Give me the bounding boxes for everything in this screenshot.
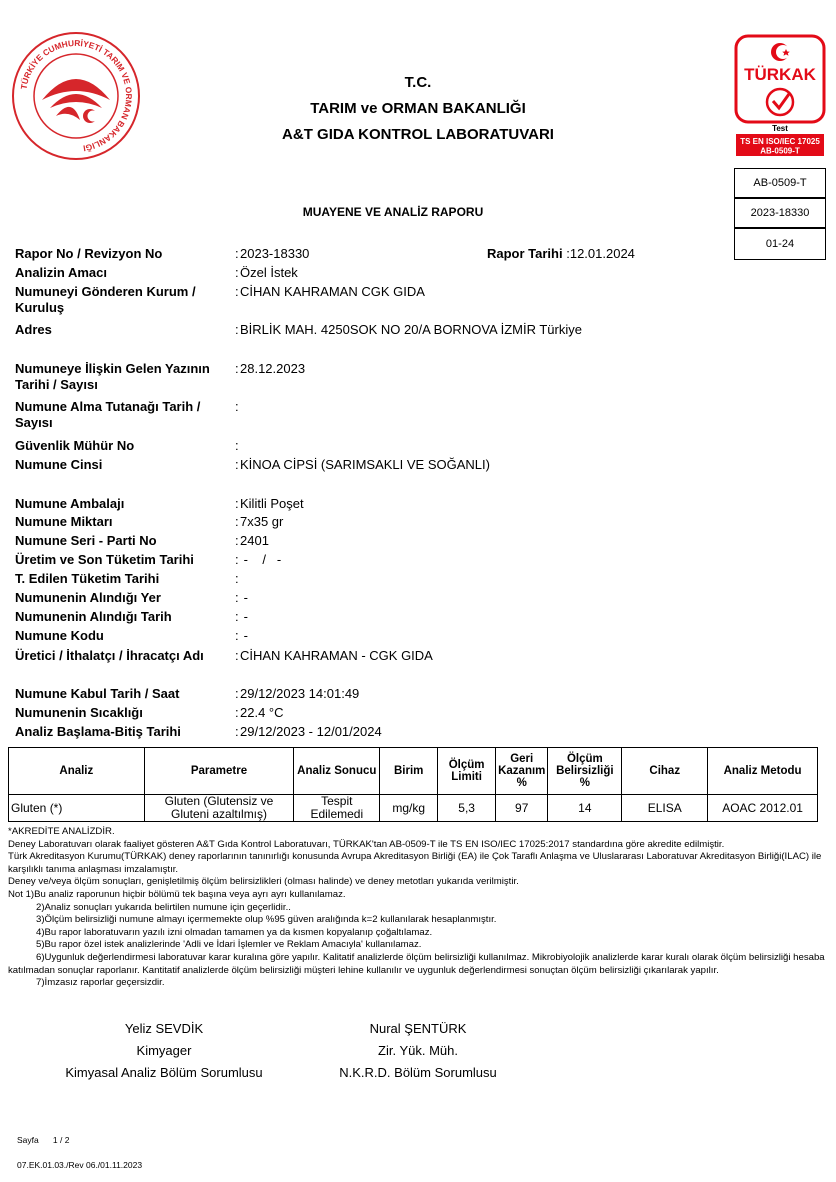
col-header: Birim	[380, 748, 438, 795]
note-accreditation: Deney Laboratuvarı olarak faaliyet gösteren A&T Gıda Kontrol Laboratuvarı, TÜRKAK'tan AB-0509-T ile TS EN ISO/IEC 17025:2017 standardına göre akredite edilmiştir.	[8, 838, 725, 850]
note-2: 2)Analiz sonuçları yukarıda belirtilen numune için geçerlidir..	[36, 901, 291, 913]
cell-birim: mg/kg	[380, 795, 438, 822]
field-value: -	[240, 590, 248, 605]
field-value: 29/12/2023 - 12/01/2024	[240, 724, 382, 739]
signature-left	[54, 1018, 274, 1084]
field-value: 29/12/2023 14:01:49	[240, 686, 360, 701]
doc-code: 07.EK.01.03./Rev 06./01.11.2023	[17, 1160, 143, 1170]
turkak-test: Test	[772, 124, 788, 133]
page-number	[17, 1135, 69, 1145]
field-value: 2023-18330	[240, 246, 310, 261]
field-value: KİNOA CİPSİ (SARIMSAKLI VE SOĞANLI)	[240, 457, 490, 472]
note-results: Deney ve/veya ölçüm sonuçları, genişletilmiş ölçüm belirsizlikleri (olması halinde) ve deney metotları yukarıda verilmiştir.	[8, 876, 519, 888]
ref-report-no: 2023-18330	[734, 198, 826, 228]
report-date-value: :12.01.2024	[566, 246, 635, 261]
report-date	[487, 246, 635, 261]
note-4: 4)Bu rapor laboratuvarın yazılı izni olmadan tamamen ya da kısmen kopyalanıp çoğaltılamaz.	[36, 926, 433, 938]
field-value: CİHAN KAHRAMAN CGK GIDA	[240, 284, 425, 299]
field-value: -	[240, 609, 248, 624]
field-value: 2401	[240, 533, 269, 548]
turkak-accreditation-logo	[734, 34, 826, 158]
note-1: Not 1)Bu analiz raporunun hiçbir bölümü tek başına veya ayrı ayrı kullanılamaz.	[8, 888, 346, 900]
page-value: 1 / 2	[52, 1135, 70, 1145]
signer-title: Kimyager	[136, 1043, 192, 1058]
field-value: Kilitli Poşet	[240, 496, 304, 511]
col-header: Ölçüm Belirsizliği %	[548, 748, 622, 795]
col-header: Ölçüm Limiti	[438, 748, 496, 795]
col-header: Cihaz	[622, 748, 708, 795]
field-value: 28.12.2023	[240, 361, 306, 376]
field-value: Özel İstek	[240, 265, 298, 280]
cell-limit: 5,3	[438, 795, 496, 822]
cell-metod: AOAC 2012.01	[708, 795, 818, 822]
col-header: Analiz Sonucu	[294, 748, 380, 795]
cell-geri-kazanim: 97	[496, 795, 548, 822]
turkak-standard: TS EN ISO/IEC 17025	[740, 137, 820, 146]
col-header: Analiz Metodu	[708, 748, 818, 795]
signer-title: Zir. Yük. Müh.	[378, 1043, 458, 1058]
signer-unit: N.K.R.D. Bölüm Sorumlusu	[339, 1065, 497, 1080]
signer-name: Nural ŞENTÜRK	[369, 1021, 467, 1036]
note-6: 6)Uygunluk değerlendirmesi laboratuvar karar kuralına göre yapılır. Kalitatif analizlerde ölçüm belirsizliği kullanılmaz. Mikrobiyolojik analizlerde karar kuralı olarak ölçüm belirsizliği hesaba katılmadan sonuçlar raporlanır. Kantitatif analizlerde ölçüm belirsizliği müşteri lehine kullanılır ve uygunluk değerlendirmesi sonuçtan ölçüm belirsizliği çıkarılarak yapılır.	[8, 951, 825, 976]
field-value: -	[240, 628, 248, 643]
report-date-label: Rapor Tarihi	[487, 246, 563, 261]
table-row	[9, 795, 818, 822]
seal-ring-text: TÜRKİYE CUMHURİYETİ TARIM VE ORMAN BAKANLIĞI	[18, 37, 135, 154]
signature-right	[308, 1018, 528, 1084]
col-header: Parametre	[144, 748, 294, 795]
note-7: 7)İmzasız raporlar geçersizdir.	[36, 977, 165, 989]
note-3: 3)Ölçüm belirsizliği numune almayı içermemekte olup %95 güven aralığında k=2 kullanılarak hesaplanmıştır.	[36, 914, 497, 926]
turkak-code: AB-0509-T	[760, 146, 800, 156]
report-title: MUAYENE VE ANALİZ RAPORU	[302, 205, 484, 219]
col-header: Geri Kazanım %	[496, 748, 548, 795]
cell-parametre: Gluten (Glutensiz ve Gluteni azaltılmış)	[144, 795, 294, 822]
field-value: - / -	[240, 552, 282, 567]
header-lab: A&T GIDA KONTROL LABORATUVARI	[282, 126, 554, 143]
results-table	[8, 747, 818, 822]
field-value: BİRLİK MAH. 4250SOK NO 20/A BORNOVA İZMİR Türkiye	[240, 322, 582, 337]
field-value: 22.4 °C	[240, 705, 284, 720]
ref-page-code: 01-24	[734, 228, 826, 260]
cell-belirsizlik: 14	[548, 795, 622, 822]
cell-analiz: Gluten (*)	[9, 795, 145, 822]
col-header: Analiz	[9, 748, 145, 795]
cell-sonuc: Tespit Edilemedi	[294, 795, 380, 822]
page-label: Sayfa	[17, 1135, 39, 1145]
ref-accreditation-no: AB-0509-T	[734, 168, 826, 198]
cell-cihaz: ELISA	[622, 795, 708, 822]
note-akredite: *AKREDİTE ANALİZDİR.	[8, 826, 115, 837]
notes-block	[8, 826, 828, 990]
header-tc: T.C.	[404, 74, 432, 91]
signer-unit: Kimyasal Analiz Bölüm Sorumlusu	[65, 1065, 263, 1080]
header-ministry: TARIM ve ORMAN BAKANLIĞI	[310, 100, 526, 117]
note-turkak: Türk Akreditasyon Kurumu(TÜRKAK) deney raporlarının tanınırlığı konusunda Avrupa Akreditasyon Birliği (EA) ile Çok Taraflı Anlaşma ve Uluslararası Laboratuvar Akreditasyon Birliği(ILAC) ile karşılıklı tanıma anlaşması imzalamıştır.	[8, 851, 822, 875]
field-value: 7x35 gr	[240, 514, 284, 529]
field-value: CİHAN KAHRAMAN - CGK GIDA	[240, 648, 433, 663]
turkak-name: TÜRKAK	[744, 65, 816, 84]
signer-name: Yeliz SEVDİK	[124, 1021, 204, 1036]
note-5: 5)Bu rapor özel istek analizlerinde 'Adli ve İdari İşlemler ve Reklam Amacıyla' kullanılamaz.	[36, 939, 422, 951]
table-header-row	[9, 748, 818, 795]
